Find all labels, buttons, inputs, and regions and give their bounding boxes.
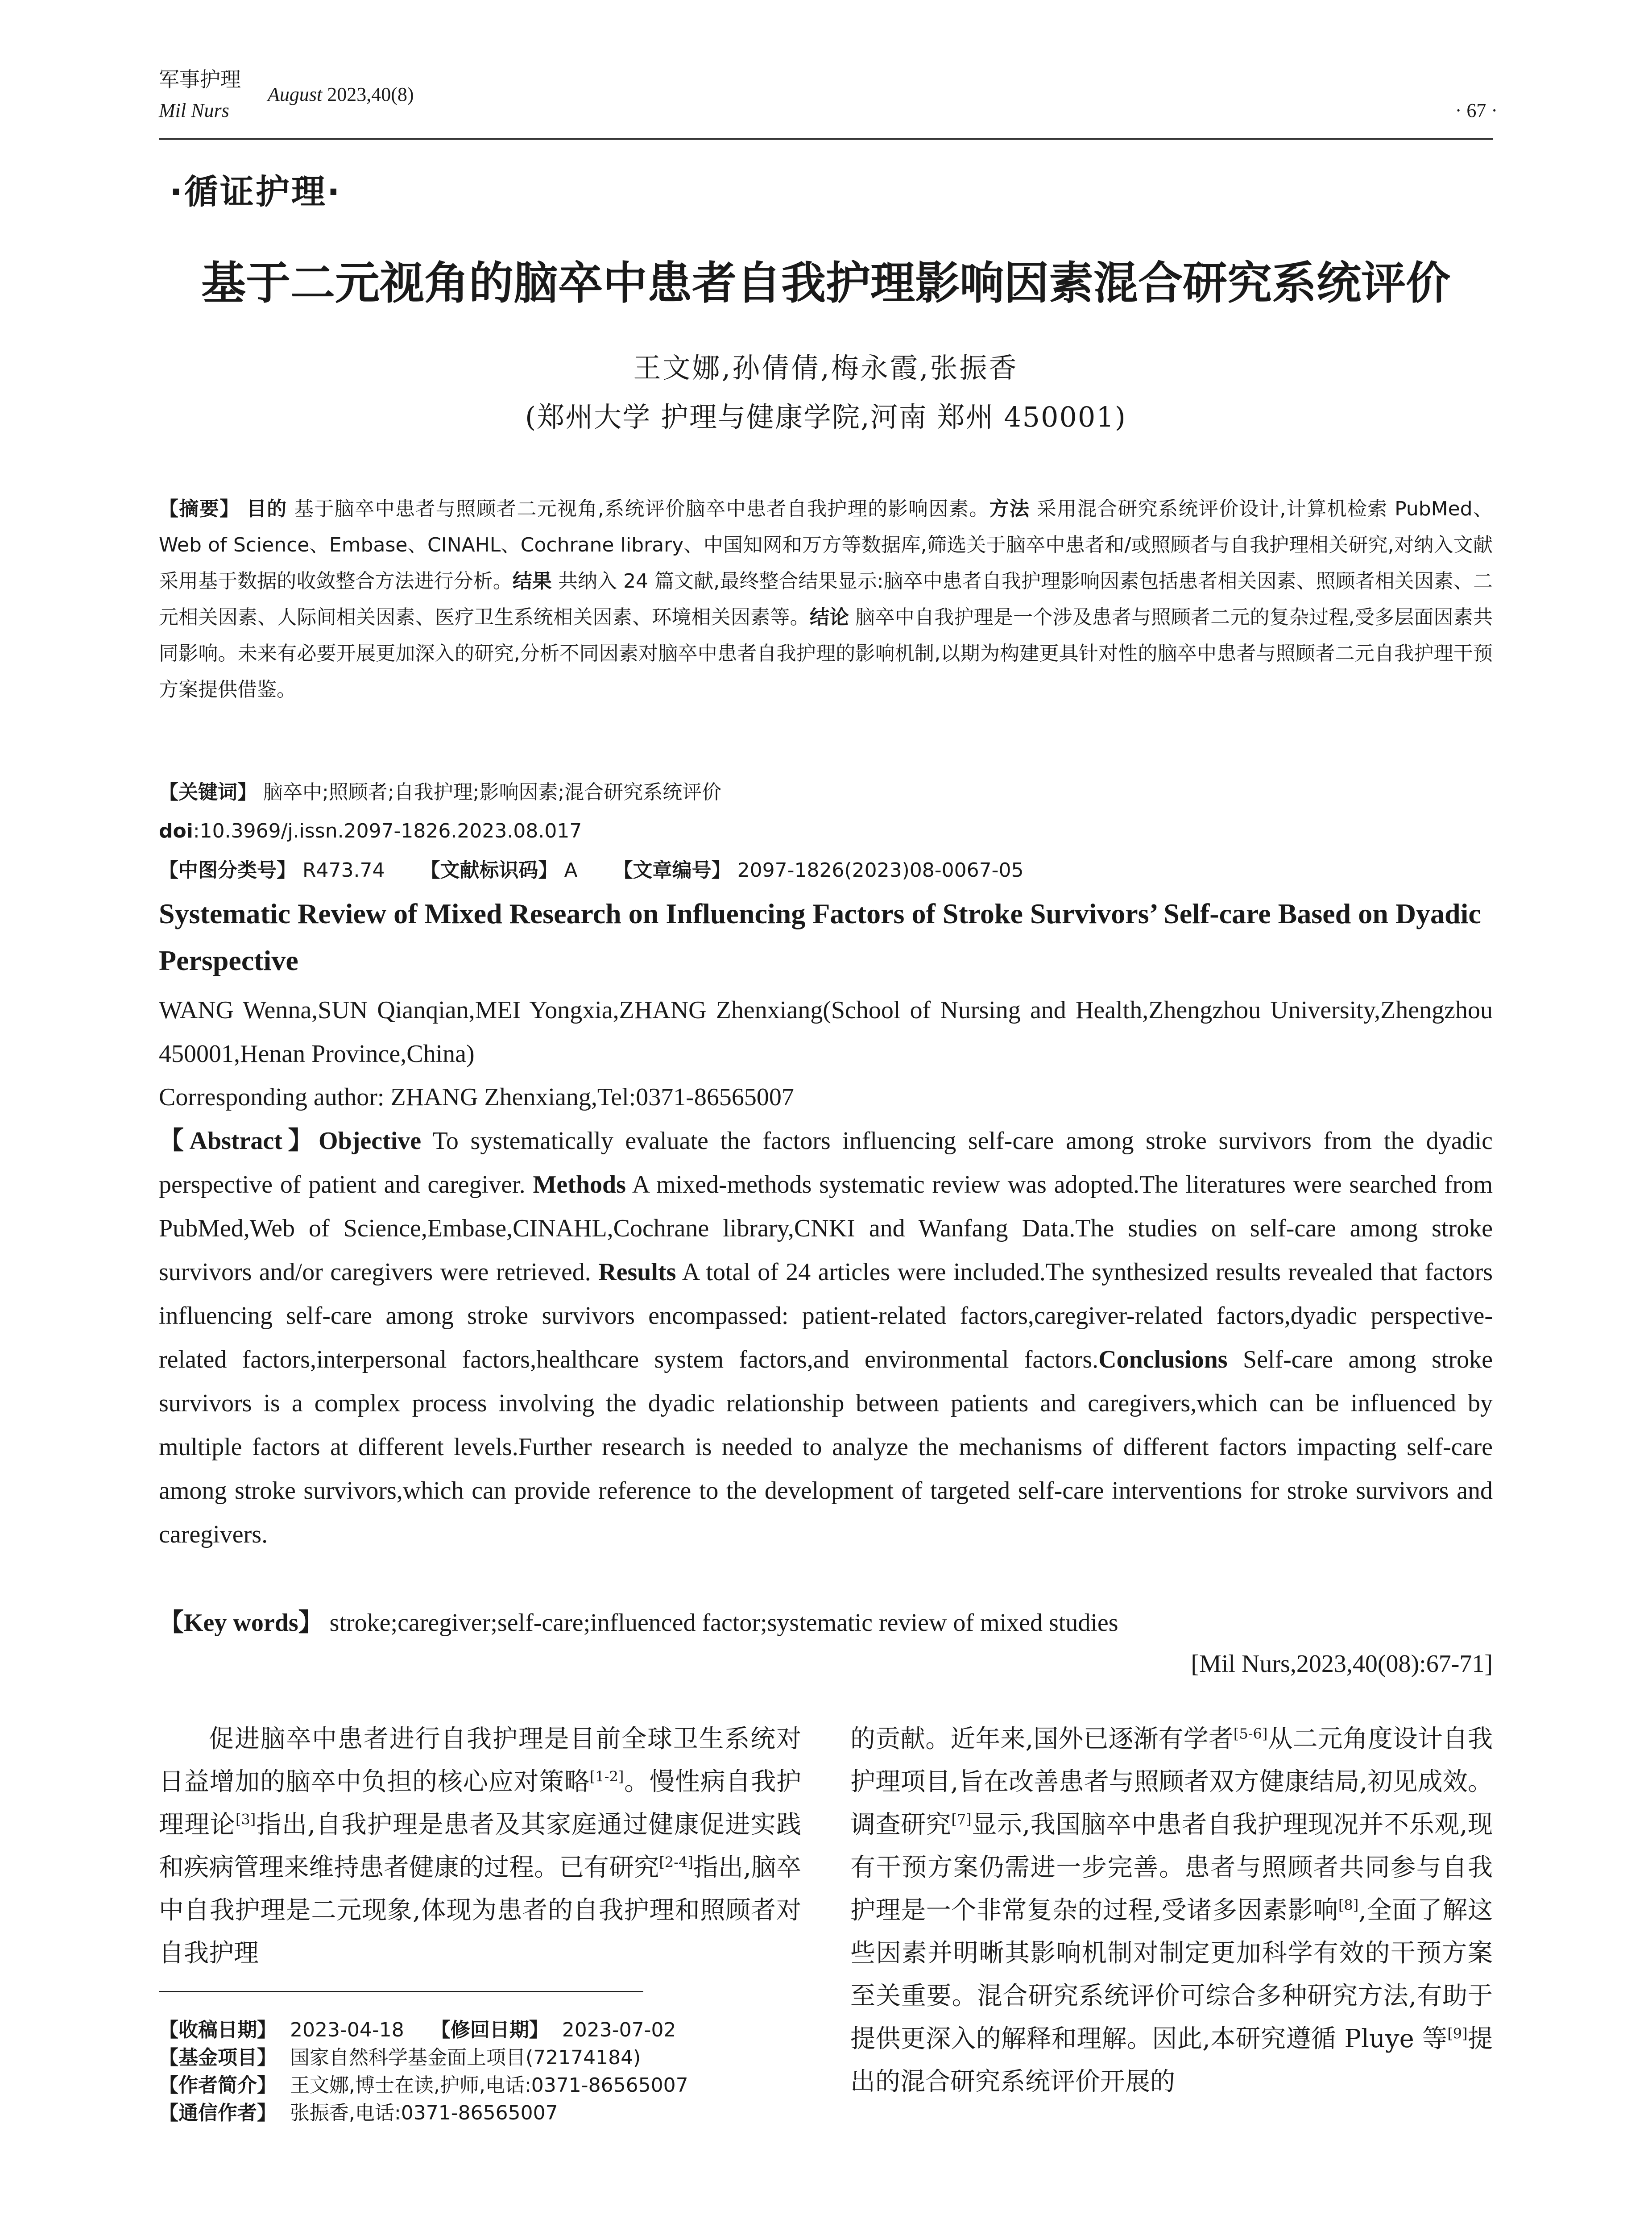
keywords-zh-text: 脑卒中;照顾者;自我护理;影响因素;混合研究系统评价 xyxy=(257,781,722,804)
citation-ref: [1-2] xyxy=(589,1768,624,1785)
body-column-left xyxy=(159,1718,801,1977)
doi-text: :10.3969/j.issn.2097-1826.2023.08.017 xyxy=(193,820,582,842)
footnote-rule xyxy=(159,1991,643,1992)
issue-month: August xyxy=(268,83,323,105)
clc-code: R473.74 xyxy=(296,859,385,882)
page-number: · 67 · xyxy=(1455,100,1498,121)
methods-zh: 采用混合研究系统评价设计,计算机检索 PubMed、Web of Science、Embase、CINAHL、Cochrane library、中国知网和万方等数据库,筛选关于脑卒中患者和/或照顾者与自我护理相关研究,对纳入文献采用基于数据的收敛整合方法进行分析。 xyxy=(159,498,1493,593)
conclusions-en: Self-care among stroke survivors is a complex process involving the dyadic relationship between patients and caregivers,which can be influenced by multiple factors at different levels.Further research is needed to analyze the mechanisms of different factors impacting self-care among stroke survivors,which can provide reference to the development of targeted self-care interventions for stroke survivors and caregivers. xyxy=(159,1346,1493,1548)
doc-code-label: 【文献标识码】 xyxy=(420,859,558,882)
objective-label-en: Objective xyxy=(318,1127,422,1155)
abstract-en xyxy=(159,1119,1493,1557)
journal-name-zh: 军事护理 xyxy=(159,67,241,91)
citation-ref: [9] xyxy=(1447,2025,1468,2042)
conclusions-label-zh: 结论 xyxy=(809,606,849,629)
authors-zh: 王文娜,孙倩倩,梅永霞,张振香 xyxy=(633,352,1019,384)
body-text: 的贡献。近年来,国外已逐渐有学者 xyxy=(850,1725,1234,1754)
results-en: A total of 24 articles were included.The synthesized results revealed that factors influencing self-care among stroke survivors encompassed: patient-related factors,caregiver-related factors,dyadic perspective-related factors,interpersonal factors,healthcare system factors,and environmental factors. xyxy=(159,1258,1493,1373)
methods-label-en: Methods xyxy=(533,1171,626,1198)
citation-ref: [7] xyxy=(951,1811,972,1828)
doc-code: A xyxy=(558,859,578,882)
header-rule xyxy=(159,138,1493,140)
article-no-label: 【文章编号】 xyxy=(613,859,731,882)
objective-zh: 基于脑卒中患者与照顾者二元视角,系统评价脑卒中患者自我护理的影响因素。 xyxy=(287,498,990,520)
classification xyxy=(159,852,1493,888)
keywords-en-text: stroke;caregiver;self-care;influenced factor;systematic review of mixed studies xyxy=(323,1609,1118,1637)
results-label-zh: 结果 xyxy=(512,570,552,593)
methods-label-zh: 方法 xyxy=(989,498,1030,520)
conclusions-label-en: Conclusions xyxy=(1098,1346,1228,1373)
body-text: 从二元角度设计自我护理项目,旨在改善患者与照顾者双方健康结局,初见成效。调查研究 xyxy=(850,1725,1493,1839)
citation: [Mil Nurs,2023,40(08):67-71] xyxy=(1191,1650,1493,1678)
citation-ref: [8] xyxy=(1338,1896,1359,1914)
bio-text: 王文娜,博士在读,护师,电话:0371-86565007 xyxy=(290,2074,688,2097)
footnote-author-bio xyxy=(159,2072,801,2099)
column-tag: ·循证护理· xyxy=(170,172,342,211)
methods-en: A mixed-methods systematic review was adopted.The literatures were searched from PubMed,Web of Science,Embase,CINAHL,Cochrane library,CNKI and Wanfang Data.The studies on self-care among stroke survivors and/or caregivers were retrieved. xyxy=(159,1171,1493,1286)
fund-text: 国家自然科学基金面上项目(72174184) xyxy=(290,2046,641,2069)
citation-ref: [3] xyxy=(235,1811,256,1828)
authors-en: WANG Wenna,SUN Qianqian,MEI Yongxia,ZHANG Zhenxiang(School of Nursing and Health,Zhengzhou University,Zhengzhou 450001,Henan Province,China) xyxy=(159,996,1493,1068)
corresponding-author-en: Corresponding author: ZHANG Zhenxiang,Tel:0371-86565007 xyxy=(159,1083,794,1111)
corr-text: 张振香,电话:0371-86565007 xyxy=(290,2102,558,2124)
clc-label: 【中图分类号】 xyxy=(159,859,296,882)
article-no: 2097-1826(2023)08-0067-05 xyxy=(731,859,1024,882)
abstract-en-label: 【Abstract】 xyxy=(159,1127,319,1155)
footnote-fund xyxy=(159,2044,801,2071)
footnote-dates xyxy=(159,2017,801,2044)
conclusions-zh: 脑卒中自我护理是一个涉及患者与照顾者二元的复杂过程,受多层面因素共同影响。未来有必要开展更加深入的研究,分析不同因素对脑卒中患者自我护理的影响机制,以期为构建更具针对性的脑卒中患者与照顾者二元自我护理干预方案提供借鉴。 xyxy=(159,606,1493,701)
body-text: 显示,我国脑卒中患者自我护理现况并不乐观,现有干预方案仍需进一步完善。患者与照顾者共同参与自我护理是一个非常复杂的过程,受诸多因素影响 xyxy=(850,1810,1493,1925)
received-date: 2023-04-18 xyxy=(290,2019,404,2041)
citation-ref: [2-4] xyxy=(659,1854,693,1871)
body-text: 指出,自我护理是患者及其家庭通过健康促进实践和疾病管理来维持患者健康的过程。已有研究 xyxy=(159,1810,801,1882)
body-text: 提出的混合研究系统评价开展的 xyxy=(850,2024,1493,2096)
revised-date: 2023-07-02 xyxy=(562,2019,676,2041)
citation-ref: [5-6] xyxy=(1233,1725,1268,1742)
results-zh: 共纳入 24 篇文献,最终整合结果显示:脑卒中患者自我护理影响因素包括患者相关因素、照顾者相关因素、二元相关因素、人际间相关因素、医疗卫生系统相关因素、环境相关因素等。 xyxy=(159,570,1493,629)
issue-year-volume: 2023,40(8) xyxy=(327,83,414,105)
body-text: 指出,脑卒中自我护理是二元现象,体现为患者的自我护理和照顾者对自我护理 xyxy=(159,1853,801,1968)
body-text: ,全面了解这些因素并明晰其影响机制对制定更加科学有效的干预方案至关重要。混合研究系统评价可综合多种研究方法,有助于提供更深入的解释和理解。因此,本研究遵循 Pluye 等 xyxy=(850,1896,1493,2053)
body-text: 。慢性病自我护理理论 xyxy=(159,1767,801,1839)
objective-label-zh: 目的 xyxy=(246,498,287,520)
keywords-zh-label: 【关键词】 xyxy=(159,781,257,804)
results-label-en: Results xyxy=(598,1258,676,1286)
doi-label: doi xyxy=(159,820,193,842)
title-en: Systematic Review of Mixed Research on Influencing Factors of Stroke Survivors’ Self-care Based on Dyadic Perspective xyxy=(159,898,1481,976)
keywords-zh xyxy=(159,774,1493,810)
footnote-corresponding xyxy=(159,2100,801,2127)
body-text: 促进脑卒中患者进行自我护理是目前全球卫生系统对日益增加的脑卒中负担的核心应对策略 xyxy=(159,1725,801,1796)
received-label: 【收稿日期】 xyxy=(159,2019,277,2041)
doi xyxy=(159,813,1493,849)
bio-label: 【作者简介】 xyxy=(159,2074,277,2097)
title-zh: 基于二元视角的脑卒中患者自我护理影响因素混合研究系统评价 xyxy=(201,257,1450,309)
corr-label: 【通信作者】 xyxy=(159,2102,277,2124)
abstract-zh-label: 【摘要】 xyxy=(159,498,240,520)
revised-label: 【修回日期】 xyxy=(431,2019,549,2041)
objective-en: To systematically evaluate the factors influencing self-care among stroke survivors from the dyadic perspective of patient and caregiver. xyxy=(159,1127,1493,1198)
keywords-en xyxy=(159,1601,1493,1645)
body-column-right xyxy=(850,1718,1493,2231)
fund-label: 【基金项目】 xyxy=(159,2046,277,2069)
keywords-en-label: 【Key words】 xyxy=(159,1609,323,1637)
abstract-zh xyxy=(159,491,1493,776)
affiliation-zh: (郑州大学 护理与健康学院,河南 郑州 450001) xyxy=(525,401,1126,433)
journal-name-en: Mil Nurs xyxy=(159,100,229,121)
issue-info xyxy=(268,83,414,106)
